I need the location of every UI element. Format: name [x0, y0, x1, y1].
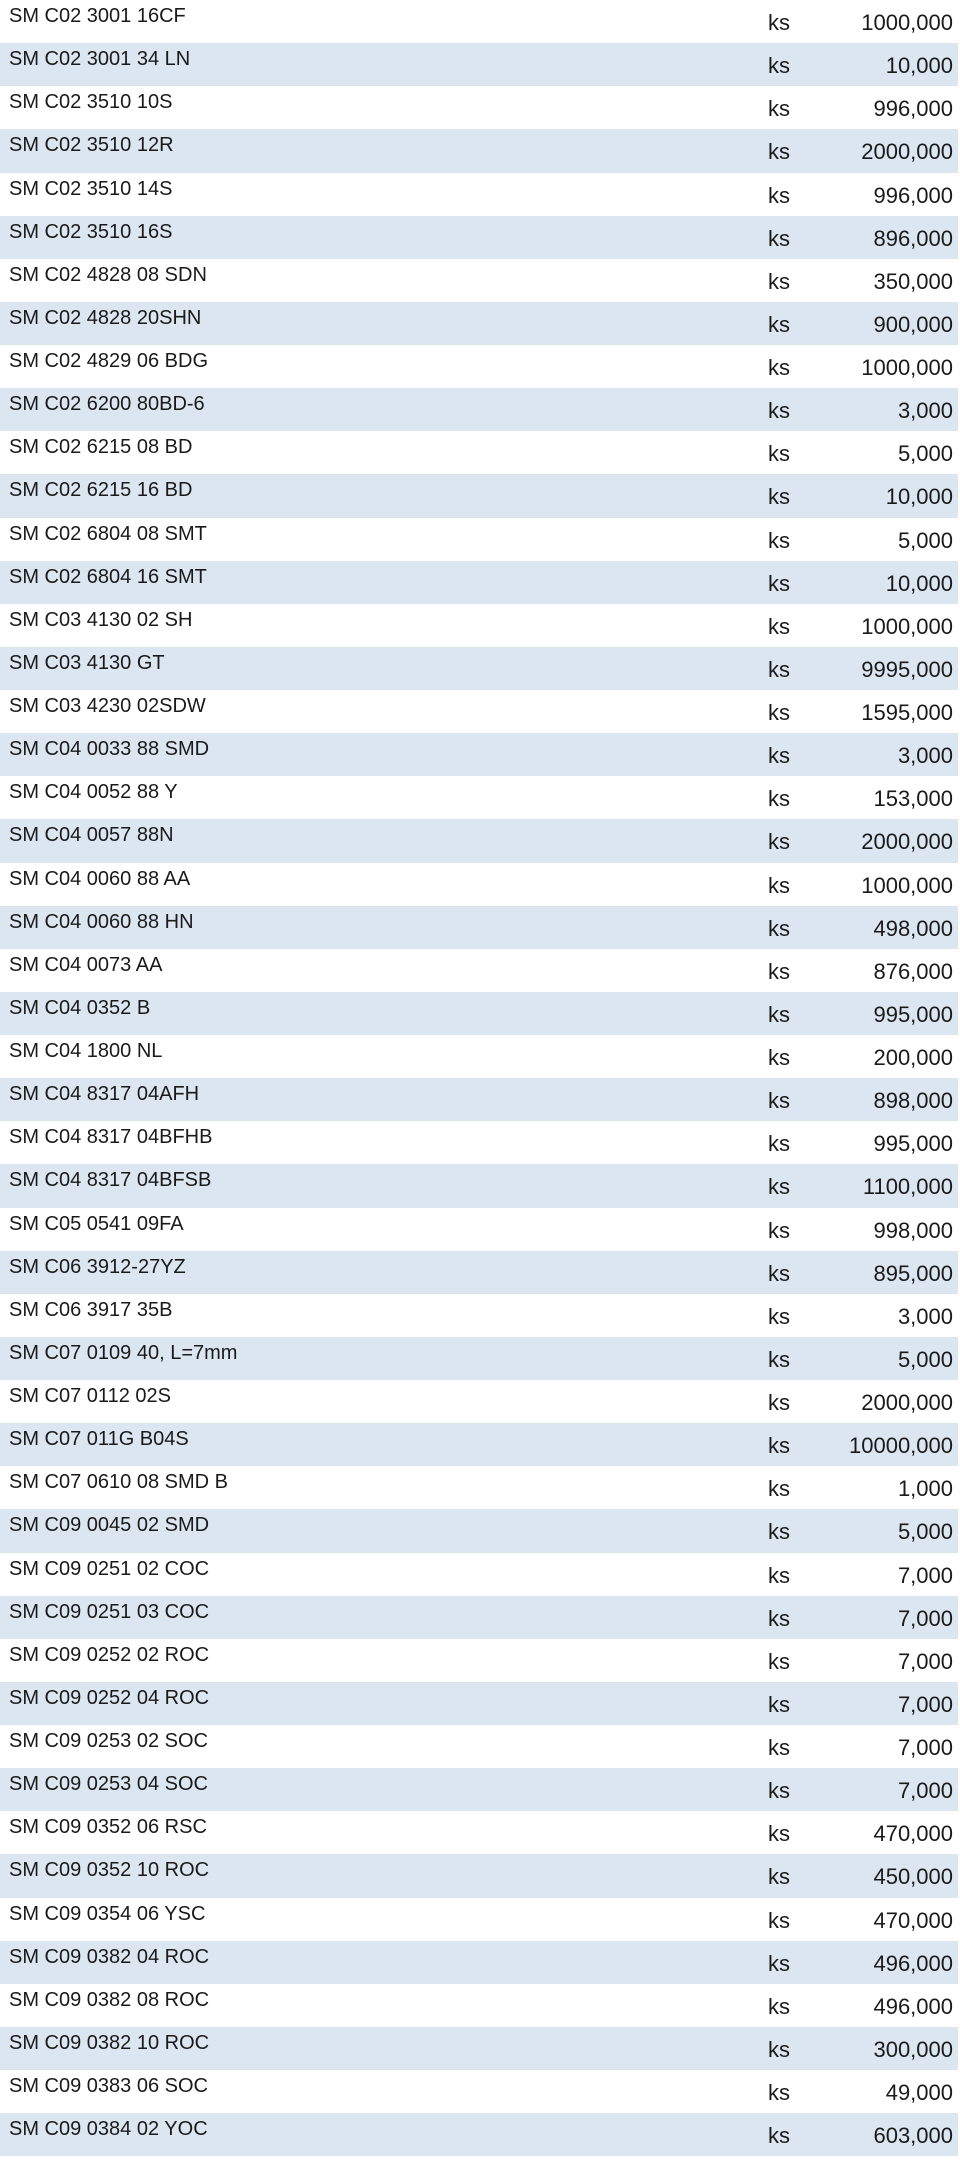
item-quantity: 603,000 — [873, 2123, 953, 2149]
table-row — [0, 1941, 958, 1984]
table-row — [0, 863, 958, 906]
item-code: SM C04 8317 04AFH — [9, 1083, 200, 1106]
item-unit: ks — [768, 1993, 790, 2019]
item-quantity: 496,000 — [873, 1950, 953, 1976]
item-code: SM C09 0382 04 ROC — [9, 1945, 210, 1968]
item-quantity: 153,000 — [873, 786, 953, 812]
item-code: SM C04 0060 88 AA — [9, 867, 191, 890]
item-unit: ks — [768, 1001, 790, 1027]
item-quantity: 3,000 — [897, 1303, 953, 1329]
item-quantity: 1,000 — [897, 1476, 953, 1502]
table-row — [0, 1596, 958, 1639]
item-code: SM C09 0252 04 ROC — [9, 1686, 210, 1709]
item-quantity: 7,000 — [897, 1691, 953, 1717]
item-quantity: 7,000 — [897, 1778, 953, 1804]
item-unit: ks — [768, 398, 790, 424]
item-unit: ks — [768, 53, 790, 79]
item-unit: ks — [768, 1562, 790, 1588]
table-row — [0, 1337, 958, 1380]
item-unit: ks — [768, 1735, 790, 1760]
item-unit: ks — [768, 1260, 790, 1286]
item-quantity: 995,000 — [873, 1131, 953, 1157]
item-quantity: 7,000 — [897, 1735, 953, 1760]
item-code: SM C02 6200 80BD-6 — [9, 393, 205, 416]
table-row — [0, 819, 958, 862]
item-quantity: 7,000 — [897, 1648, 953, 1674]
item-code: SM C09 0251 02 COC — [9, 1557, 210, 1580]
table-row — [0, 1768, 958, 1811]
table-row — [0, 1078, 958, 1121]
item-unit: ks — [768, 96, 790, 122]
item-code: SM C02 3510 16S — [9, 220, 173, 243]
table-row — [0, 1294, 958, 1337]
item-unit: ks — [768, 182, 790, 208]
table-row — [0, 1466, 958, 1509]
table-row — [0, 906, 958, 949]
item-quantity: 5,000 — [897, 1346, 953, 1372]
table-row — [0, 431, 958, 474]
item-code: SM C04 0073 AA — [9, 953, 163, 976]
item-unit: ks — [768, 1217, 790, 1243]
item-code: SM C02 4829 06 BDG — [9, 350, 208, 372]
item-unit: ks — [768, 1907, 790, 1933]
item-unit: ks — [768, 1648, 790, 1674]
item-quantity: 900,000 — [873, 311, 953, 337]
table-row — [0, 1639, 958, 1682]
table-row — [0, 1509, 958, 1552]
table-row — [0, 1984, 958, 2027]
table-row — [0, 690, 958, 733]
item-quantity: 470,000 — [873, 1821, 953, 1847]
table-row — [0, 2027, 958, 2070]
table-row — [0, 949, 958, 992]
table-row — [0, 604, 958, 647]
item-code: SM C06 3917 35B — [9, 1298, 173, 1321]
item-quantity: 7,000 — [897, 1605, 953, 1631]
table-row — [0, 561, 958, 604]
item-quantity: 2000,000 — [861, 1390, 953, 1415]
item-code: SM C07 011G B04S — [9, 1428, 189, 1451]
item-code: SM C02 3510 14S — [9, 177, 173, 200]
item-code: SM C04 8317 04BFHB — [9, 1126, 213, 1149]
item-code: SM C02 3510 12R — [9, 134, 174, 157]
table-row — [0, 129, 958, 172]
item-code: SM C02 6804 08 SMT — [9, 522, 207, 545]
item-unit: ks — [768, 958, 790, 984]
table-row — [0, 1725, 958, 1768]
item-quantity: 2000,000 — [861, 829, 953, 855]
item-quantity: 5,000 — [897, 527, 953, 553]
item-code: SM C09 0251 03 COC — [9, 1600, 210, 1623]
table-row — [0, 1811, 958, 1854]
item-quantity: 996,000 — [873, 96, 953, 122]
item-unit: ks — [768, 1476, 790, 1502]
item-quantity: 470,000 — [873, 1907, 953, 1933]
item-quantity: 1000,000 — [861, 613, 953, 639]
item-code: SM C05 0541 09FA — [9, 1212, 184, 1235]
table-row — [0, 388, 958, 431]
item-unit: ks — [768, 311, 790, 337]
item-code: SM C07 0610 08 SMD B — [9, 1471, 228, 1494]
table-row — [0, 43, 958, 86]
table-row — [0, 173, 958, 216]
item-unit: ks — [768, 225, 790, 251]
item-code: SM C03 4130 GT — [9, 651, 165, 674]
item-code: SM C09 0382 08 ROC — [9, 1988, 210, 2011]
item-unit: ks — [768, 829, 790, 855]
item-unit: ks — [768, 1778, 790, 1804]
item-quantity: 895,000 — [873, 1260, 953, 1286]
item-quantity: 995,000 — [873, 1001, 953, 1027]
item-unit: ks — [768, 570, 790, 596]
item-unit: ks — [768, 1864, 790, 1890]
item-unit: ks — [768, 1950, 790, 1976]
table-row — [0, 2070, 958, 2113]
item-unit: ks — [768, 2123, 790, 2149]
table-row — [0, 992, 958, 1035]
item-code: SM C09 0383 06 SOC — [9, 2075, 208, 2097]
item-quantity: 10,000 — [885, 570, 953, 596]
item-unit: ks — [768, 656, 790, 682]
item-code: SM C04 0352 B — [9, 996, 151, 1019]
item-unit: ks — [768, 139, 790, 165]
table-row — [0, 216, 958, 259]
table-row — [0, 1380, 958, 1423]
item-code: SM C09 0382 10 ROC — [9, 2031, 210, 2054]
item-quantity: 2000,000 — [861, 139, 953, 165]
item-unit: ks — [768, 2036, 790, 2062]
item-unit: ks — [768, 355, 790, 380]
item-unit: ks — [768, 1131, 790, 1157]
table-row — [0, 1423, 958, 1466]
item-quantity: 876,000 — [873, 958, 953, 984]
item-code: SM C04 1800 NL — [9, 1040, 163, 1062]
table-row — [0, 1898, 958, 1941]
item-code: SM C06 3912-27YZ — [9, 1255, 186, 1278]
item-quantity: 10,000 — [885, 484, 953, 510]
item-quantity: 998,000 — [873, 1217, 953, 1243]
item-unit: ks — [768, 1174, 790, 1200]
item-code: SM C04 0052 88 Y — [9, 781, 178, 804]
item-code: SM C03 4130 02 SH — [9, 608, 193, 631]
item-code: SM C09 0045 02 SMD — [9, 1514, 210, 1537]
table-row — [0, 1251, 958, 1294]
item-code: SM C07 0112 02S — [9, 1385, 171, 1407]
item-unit: ks — [768, 2080, 790, 2105]
table-row — [0, 1035, 958, 1078]
item-unit: ks — [768, 613, 790, 639]
item-unit: ks — [768, 1346, 790, 1372]
item-quantity: 300,000 — [873, 2036, 953, 2062]
item-code: SM C02 4828 20SHN — [9, 306, 202, 329]
item-quantity: 896,000 — [873, 225, 953, 251]
item-code: SM C02 6215 16 BD — [9, 479, 193, 502]
item-code: SM C04 0060 88 HN — [9, 910, 194, 933]
item-code: SM C09 0253 02 SOC — [9, 1730, 208, 1752]
table-row — [0, 1682, 958, 1725]
item-code: SM C09 0352 06 RSC — [9, 1816, 207, 1839]
table-row — [0, 1208, 958, 1251]
table-row — [0, 302, 958, 345]
item-quantity: 10,000 — [885, 53, 953, 79]
item-unit: ks — [768, 1605, 790, 1631]
item-quantity: 9995,000 — [861, 656, 953, 682]
item-unit: ks — [768, 1045, 790, 1070]
table-row — [0, 345, 958, 388]
item-code: SM C02 6215 08 BD — [9, 436, 193, 459]
item-code: SM C04 8317 04BFSB — [9, 1169, 212, 1192]
item-quantity: 49,000 — [885, 2080, 953, 2105]
item-quantity: 5,000 — [897, 441, 953, 467]
item-quantity: 1100,000 — [862, 1174, 953, 1200]
table-row — [0, 647, 958, 690]
item-quantity: 350,000 — [873, 268, 953, 294]
item-unit: ks — [768, 872, 790, 898]
item-code: SM C02 3001 34 LN — [9, 48, 191, 71]
item-code: SM C09 0352 10 ROC — [9, 1859, 210, 1882]
item-unit: ks — [768, 786, 790, 812]
item-quantity: 10000,000 — [849, 1433, 953, 1459]
table-row — [0, 259, 958, 302]
table-row — [0, 474, 958, 517]
table-row — [0, 0, 958, 43]
item-unit: ks — [768, 1433, 790, 1459]
table-row — [0, 1854, 958, 1897]
item-code: SM C02 6804 16 SMT — [9, 565, 207, 588]
item-quantity: 7,000 — [897, 1562, 953, 1588]
table-row — [0, 1553, 958, 1596]
table-row — [0, 1164, 958, 1207]
item-code: SM C07 0109 40, L=7mm — [9, 1341, 238, 1364]
item-quantity: 1000,000 — [861, 10, 953, 35]
item-quantity: 1000,000 — [861, 355, 953, 380]
item-unit: ks — [768, 1390, 790, 1415]
item-unit: ks — [768, 700, 790, 725]
item-unit: ks — [768, 1088, 790, 1114]
item-quantity: 5,000 — [897, 1519, 953, 1545]
item-code: SM C09 0252 02 ROC — [9, 1643, 210, 1666]
table-row — [0, 733, 958, 776]
table-row — [0, 518, 958, 561]
item-quantity: 498,000 — [873, 915, 953, 941]
table-row — [0, 2113, 958, 2156]
item-unit: ks — [768, 527, 790, 553]
item-unit: ks — [768, 1519, 790, 1545]
item-quantity: 3,000 — [897, 398, 953, 424]
item-quantity: 996,000 — [873, 182, 953, 208]
item-unit: ks — [768, 268, 790, 294]
item-code: SM C04 0033 88 SMD — [9, 738, 210, 761]
item-code: SM C04 0057 88N — [9, 824, 174, 847]
item-unit: ks — [768, 10, 790, 35]
table-row — [0, 776, 958, 819]
item-unit: ks — [768, 1303, 790, 1329]
item-code: SM C02 3001 16CF — [9, 5, 186, 27]
item-code: SM C09 0354 06 YSC — [9, 1902, 206, 1925]
item-quantity: 450,000 — [873, 1864, 953, 1890]
item-quantity: 1000,000 — [861, 872, 953, 898]
item-unit: ks — [768, 915, 790, 941]
item-unit: ks — [768, 1691, 790, 1717]
item-unit: ks — [768, 441, 790, 467]
item-code: SM C09 0253 04 SOC — [9, 1773, 208, 1796]
table-row — [0, 1121, 958, 1164]
item-quantity: 200,000 — [873, 1045, 953, 1070]
table-row — [0, 86, 958, 129]
item-quantity: 1595,000 — [861, 700, 953, 725]
item-quantity: 496,000 — [873, 1993, 953, 2019]
item-unit: ks — [768, 1821, 790, 1847]
item-quantity: 898,000 — [873, 1088, 953, 1114]
item-quantity: 3,000 — [897, 743, 953, 769]
item-unit: ks — [768, 743, 790, 769]
item-unit: ks — [768, 484, 790, 510]
item-code: SM C09 0384 02 YOC — [9, 2118, 208, 2141]
item-code: SM C02 3510 10S — [9, 91, 173, 114]
item-code: SM C03 4230 02SDW — [9, 695, 206, 717]
item-code: SM C02 4828 08 SDN — [9, 263, 207, 286]
